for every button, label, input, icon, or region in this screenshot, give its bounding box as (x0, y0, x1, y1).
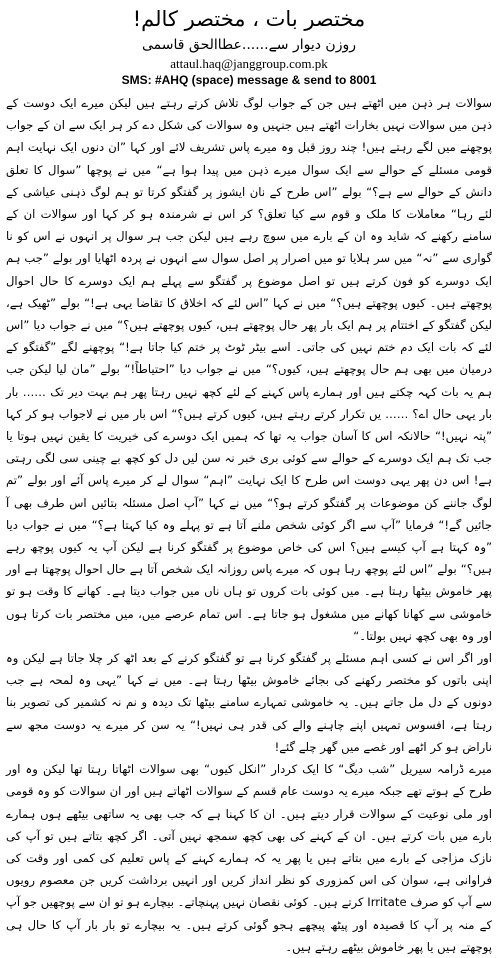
paragraph-1: سوالات ہر ذہن میں اٹھتے ہیں جن کے جواب لوگ تلاش کرتے رہتے ہیں لیکن میرے ایک دوست کے ذہن میں سوالات نہیں بخارات اٹھتے ہیں جنہیں وہ سوالات کی شکل دے کر ہر ایک سے ان کے جواب پوچھنے میں لگے رہتے ہیں! چند روز قبل وہ میرے پاس تشریف لائے اور کہا ”ان دنوں ایک نہایت اہم قومی مسئلے کے حوالے سے ایک سوال میرے ذہن میں پیدا ہوا ہے“ میں نے پوچھا ”سوال کا تعلق دانش کے حوالے سے ہے؟“ بولے ”اس طرح کے نان ایشوز پر گفتگو کرتا تو ہم لوگ ذہنی عیاشی کے لئے رہا“ معاملات کا ملک و قوم سے کیا تعلق؟ کر اس نے شرمندہ ہو کر کہا اور سوالات ان کے سامنے رکھنے کہ شاید وہ ان کے بارے میں سوچ رہے ہیں لیکن جب ہر سوال پر انہوں نے اس کو نا گواری سے ”نہ“ میں سر ہلایا تو میں اصرار پر اصل سوال سے انہوں نے پردہ اٹھایا اور بولے ”جب ہم ایک دوسرے کو فون کرتے ہیں تو اصل موضوع پر گفتگو سے پہلے ہم ایک دوسرے کا حال احوال پوچھتے ہیں۔ کیوں پوچھتے ہیں؟“ میں نے کہا ”اس لئے کہ اخلاق کا تقاضا یہی ہے!“ بولے ”ٹھیک ہے، لیکن گفتگو کے اختتام پر ہم ایک بار پھر حال پوچھتے ہیں، کیوں پوچھتے ہیں؟“ میں نے جواب دیا ”اس لئے کہ بات ایک دم ختم نہیں کی جاتی۔ اسے بیٹر ٹوٹ پر ختم کیا جاتا ہے!“ پوچھنے لگے ”گفتگو کے درمیان میں بھی ہم حال پوچھتے ہیں، کیوں؟“ میں نے جواب دیا ”احتیاطاً!“ بولے ”مان لیا لیکن جب ہم یہ بات کہہ چکتے ہیں اور ہمارے پاس کہنے کے لئے کچھ نہیں رہتا پھر ہم بہت دیر تک …… بار بار یہی حال اے؟ …… یں تکرار کرتے رہتے ہیں، کیوں کرتے ہیں؟“ اس بار میں نے لاجواب ہو کر کہا ”پتہ نہیں!“ حالانکہ اس کا آسان جواب یہ تھا کہ ہمیں ایک دوسرے کی خیریت کا یقین نہیں ہوتا یا جب تک ہم ایک دوسرے کے حوالے سے کوئی بری خبر نہ سن لیں دل کو کچھ بے چینی سی لگی رہتی ہے! اس دن پھر یہی دوست اس طرح کا ایک نہایت ”اہم“ سوال لے کر میرے پاس آئے اور بولے ”تم لوگ جاننے کن موضوعات پر گفتگو کرتے ہو؟“ میں نے کہا ”آپ اصل مسئلہ بتائیں اس طرف بھی آ جائیں گے!“ فرمایا ”آپ سے اگر کوئی شخص ملنے آتا ہے تو پہلے وہ کیا کہتا ہے؟“ میں نے جواب دیا ”وہ کہتا ہے آپ کیسے ہیں؟ اس کی خاص موضوع پر گفتگو کرنا ہے لیکن آپ یہ کیوں پوچھ رہے ہیں؟“ بولے ”اس لئے پوچھ رہا ہوں کہ میرے پاس روزانہ ایک شخص آتا ہے حال احوال پوچھتا ہے اور پھر خاموش بیٹھا رہتا ہے۔ میں کوئی بات کروں تو ہاں ناں میں جواب دیتا ہے۔ کھانے کا وقت ہو تو خاموشی سے کھانا کھانے میں مشغول ہو جاتا ہے۔ اس تمام عرصے میں، میں مختصر بات کرتا ہوں اور وہ بھی کچھ نہیں بولتا۔“ (6, 96, 492, 643)
column-body (6, 92, 492, 958)
byline (6, 36, 492, 54)
column-name: روزن دیوار سے (268, 37, 356, 53)
column-header (6, 6, 492, 88)
paragraph-2: اور اگر اس نے کسی اہم مسئلے پر گفتگو کرنا ہے تو گفتگو کرنے کے بعد اٹھ کر چلا جاتا ہے لیکن وہ اپنی باتوں کو مختصر رکھنے کی بجائے خاموش بیٹھا رہتا ہے۔ میں نے کہا ”یہی وہ لمحہ ہے جب دونوں کے دل مل جاتے ہیں۔ یہ خاموشی تمہارے سامنے بیٹھا تک دیدہ و نم نہ کشمیر کی تصویر بنا رہتا ہے، افسوس تمہیں اپنے چاہنے والے کی قدر ہی نہیں!“ یہ سن کر میرے یہ دوست مجھ سے ناراض ہو کر اٹھے اور غصے میں گھر چلے گئے! (6, 651, 492, 754)
author-name: عطاالحق قاسمی (142, 37, 242, 53)
sms-instructions: SMS: #AHQ (space) message & send to 8001 (121, 73, 377, 87)
paragraph-3: میرے ڈرامہ سیریل ”شب دیگ“ کا ایک کردار ”انکل کیوں“ بھی سوالات اٹھاتا رہتا تھا لیکن وہ اور طرح کے ہوتے تھے جبکہ میرے یہ دوست عام قسم کے سوالات اٹھاتے ہیں اور ان سوالات کو وہ قومی اور ملی نوعیت کے سوالات قرار دیتے ہیں۔ ان کا کہنا ہے کہ جب بھی یہ ساتھی بیٹھے ہوں ہمارے بارے میں بات کرتے ہیں۔ ان کے کہنے کی بھی کچھ سمجھ نہیں آتی۔ اگر کچھ بتاتے ہیں تو آپ کی نازک مزاجی کے بارے میں بتاتے ہیں یا پھر یہ کہ ہمارے کہنے کے پاس تعلیم کی کمی اور وقت کی فراوانی ہے، سوان کی اس کمزوری کو نظر انداز کریں اور انہیں برداشت کریں جن معصوم رویوں سے آپ کو صرف Irritate کرتے ہیں۔ کوئی نقصان نہیں پہنچاتے۔ بیچارے ہو تو ان سے پوچھیں جو آپ کے منہ پر آپ کا قصیدہ اور پیٹھ پیچھے ہجو گوئی کرتے ہیں۔ یہ بیچارے تو بار بار آپ کا حال ہی پوچھتے ہیں یا پھر خاموش بیٹھے رہتے ہیں۔ (6, 762, 492, 954)
column-title: مختصر بات ، مختصر کالم! (132, 7, 366, 31)
author-email: attaul.haq@janggroup.com.pk (170, 56, 328, 71)
byline-separator: ...... (241, 37, 269, 53)
